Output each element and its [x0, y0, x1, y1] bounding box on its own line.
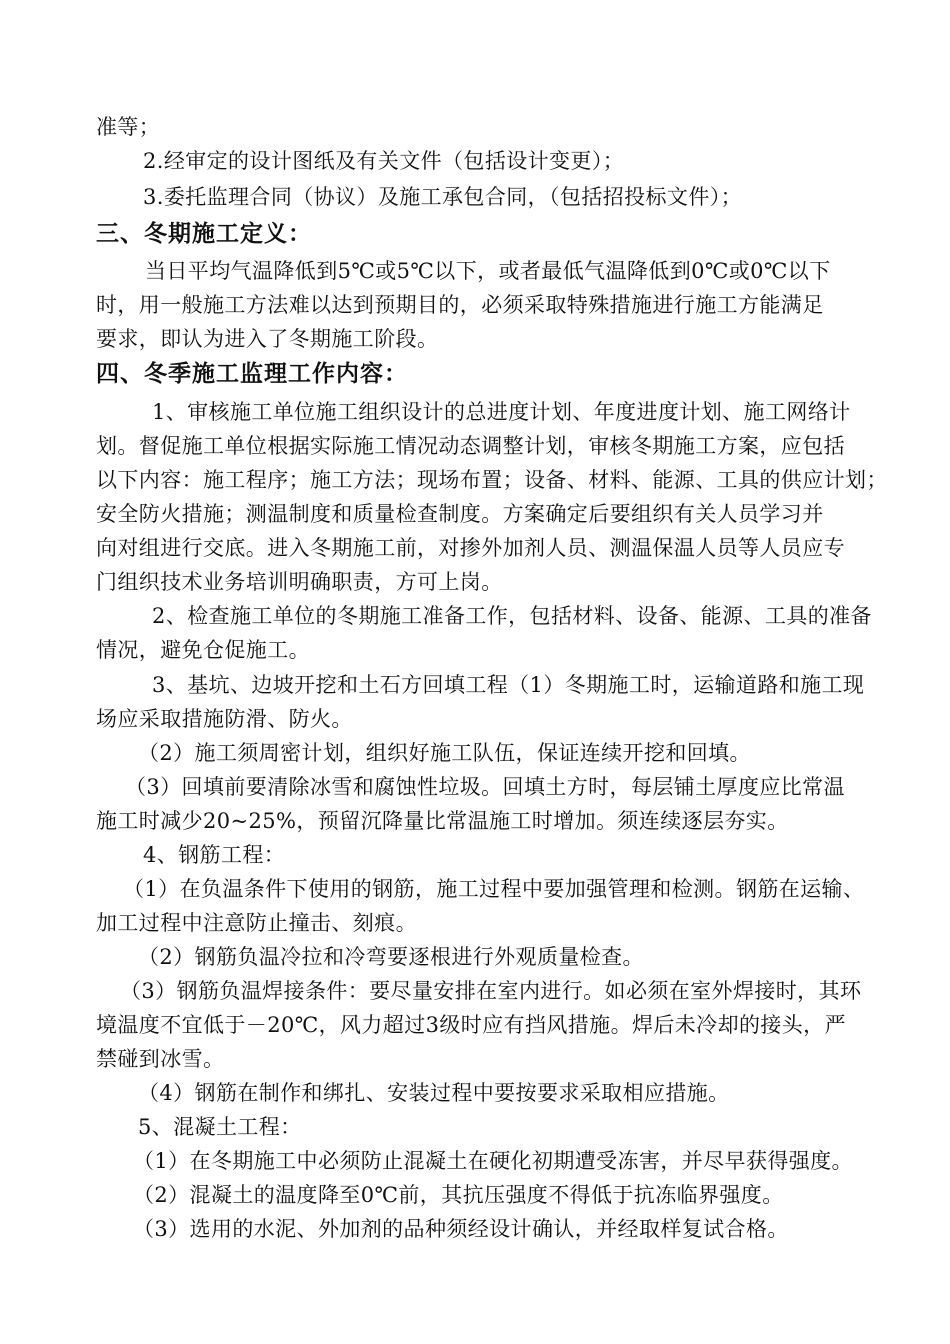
subsection-title: 5、混凝土工程：: [138, 1115, 302, 1139]
section-heading: 四、冬季施工监理工作内容：: [96, 361, 408, 387]
list-item: （2）钢筋负温冷拉和冷弯要逐根进行外观质量检查。: [138, 945, 644, 969]
list-item: （2）施工须周密计划，组织好施工队伍，保证连续开挖和回填。: [138, 741, 751, 765]
list-item: （1）在负温条件下使用的钢筋，施工过程中要加强管理和检测。钢筋在运输、: [123, 877, 865, 901]
paragraph-line: 划。督促施工单位根据实际施工情况动态调整计划，审核冬期施工方案，应包括: [96, 434, 845, 458]
list-item: （3）选用的水泥、外加剂的品种须经设计确认，并经取样复试合格。: [133, 1217, 789, 1241]
paragraph-line: 时，用一般施工方法难以达到预期目的，必须采取特殊措施进行施工方能满足: [96, 293, 824, 317]
paragraph-line: 2、检查施工单位的冬期施工准备工作，包括材料、设备、能源、工具的准备: [152, 604, 872, 628]
paragraph-line: 加工过程中注意防止撞击、刻痕。: [96, 911, 417, 935]
paragraph-line: 施工时减少20~25%，预留沉降量比常温施工时增加。须连续逐层夯实。: [96, 809, 789, 833]
paragraph-line: 门组织技术业务培训明确职责，方可上岗。: [96, 570, 503, 594]
list-item: （2）混凝土的温度降至0℃前，其抗压强度不得低于抗冻临界强度。: [133, 1183, 784, 1207]
paragraph-line: 情况，避免仓促施工。: [96, 638, 310, 662]
list-item: （1）在冬期施工中必须防止混凝土在硬化初期遭受冻害，并尽早获得强度。: [133, 1149, 853, 1173]
paragraph-line: 以下内容：施工程序；施工方法；现场布置；设备、材料、能源、工具的供应计划；: [96, 468, 888, 492]
paragraph-line: 当日平均气温降低到5℃或5℃以下，或者最低气温降低到0℃或0℃以下: [145, 259, 831, 283]
list-item: （3）钢筋负温焊接条件：要尽量安排在室内进行。如必须在室外焊接时，其环: [120, 979, 862, 1003]
paragraph-line: 1、审核施工单位施工组织设计的总进度计划、年度进度计划、施工网络计: [152, 400, 851, 424]
list-item: 3.委托监理合同（协议）及施工承包合同，（包括招投标文件）；: [143, 185, 743, 209]
list-item: （3）回填前要清除冰雪和腐蚀性垃圾。回填土方时，每层铺土厚度应比常温: [125, 775, 845, 799]
paragraph-line: 准等；: [96, 115, 161, 139]
paragraph-line: 3、基坑、边坡开挖和土石方回填工程（1）冬期施工时，运输道路和施工现: [152, 673, 865, 697]
paragraph-line: 境温度不宜低于－20℃，风力超过3级时应有挡风措施。焊后未冷却的接头，严: [96, 1013, 846, 1037]
section-heading: 三、冬期施工定义：: [96, 221, 312, 247]
paragraph-line: 场应采取措施防滑、防火。: [96, 707, 353, 731]
paragraph-line: 要求，即认为进入了冬期施工阶段。: [96, 327, 439, 351]
subsection-title: 4、钢筋工程：: [143, 843, 286, 867]
list-item: 2.经审定的设计图纸及有关文件（包括设计变更）；: [143, 149, 625, 173]
paragraph-line: 安全防火措施；测温制度和质量检查制度。方案确定后要组织有关人员学习并: [96, 502, 824, 526]
list-item: （4）钢筋在制作和绑扎、安装过程中要按要求采取相应措施。: [138, 1081, 730, 1105]
paragraph-line: 向对组进行交底。进入冬期施工前，对掺外加剂人员、测温保温人员等人员应专: [96, 536, 845, 560]
paragraph-line: 禁碰到冰雪。: [96, 1047, 225, 1071]
